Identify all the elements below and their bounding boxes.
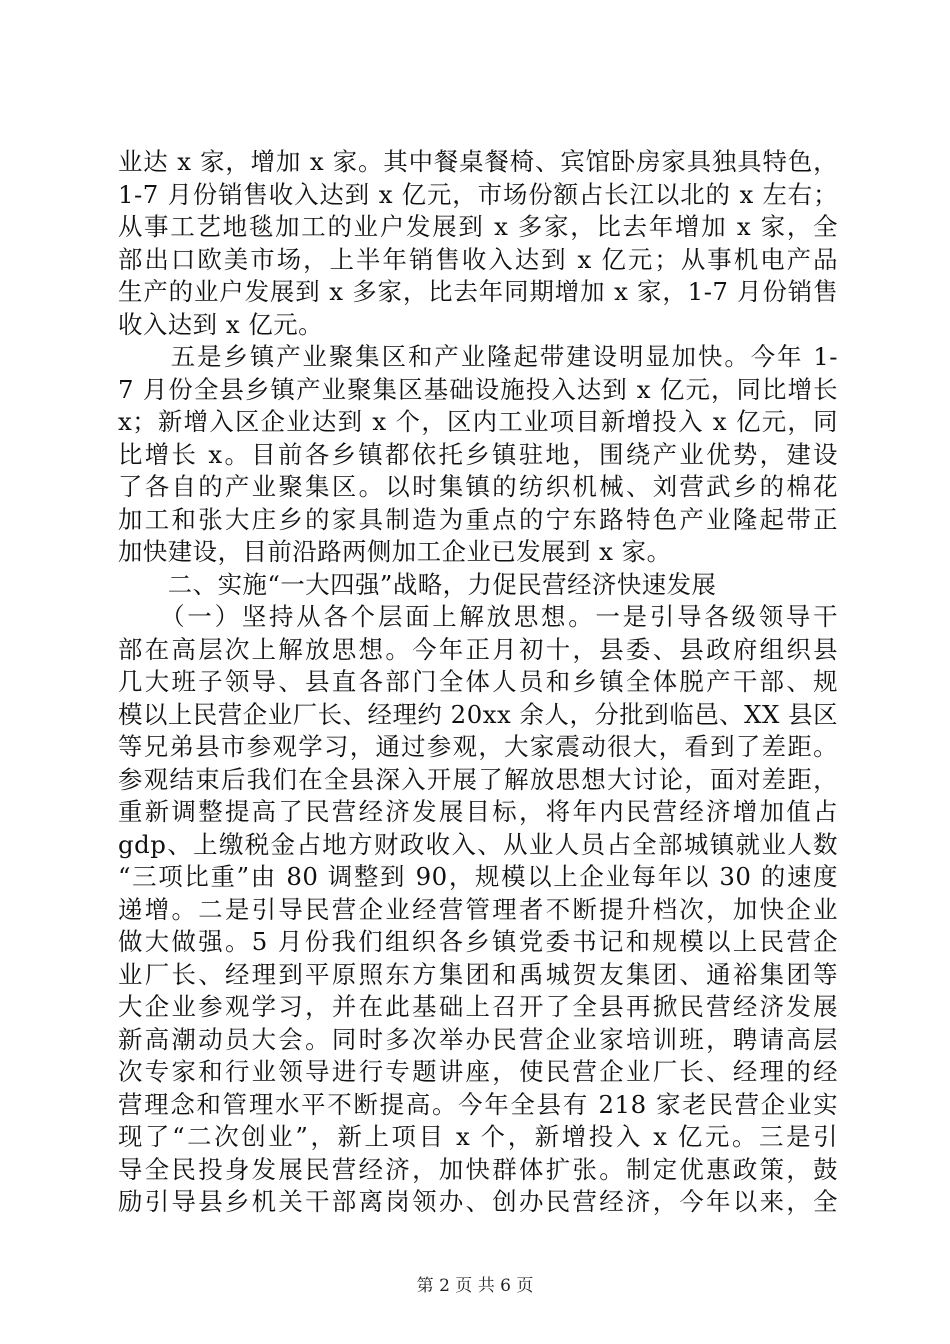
text-line: 参观结束后我们在全县深入开展了解放思想大讨论，面对差距， — [118, 764, 838, 794]
text-line: 做大做强。5 月份我们组织各乡镇党委书记和规模以上民营企 — [118, 927, 838, 956]
text-line: 比增长 x。目前各乡镇都依托乡镇驻地，围绕产业优势，建设 — [118, 439, 838, 469]
text-line: 从事工艺地毯加工的业户发展到 x 多家，比去年增加 x 家，全 — [118, 212, 838, 241]
text-line: 重新调整提高了民营经济发展目标，将年内民营经济增加值占 — [118, 797, 838, 826]
page-footer: 第 2 页 共 6 页 — [416, 1276, 534, 1296]
text-line: 励引导县乡机关干部离岗领办、创办民营经济，今年以来，全 — [118, 1187, 838, 1216]
text-line: 7 月份全县乡镇产业聚集区基础设施投入达到 x 亿元，同比增长 — [118, 374, 838, 404]
text-line: 加工和张大庄乡的家具制造为重点的宁东路特色产业隆起带正 — [118, 504, 838, 534]
text-line: 业达 x 家，增加 x 家。其中餐桌餐椅、宾馆卧房家具独具特色， — [118, 147, 838, 176]
text-line: 大企业参观学习，并在此基础上召开了全县再掀民营经济发展 — [118, 992, 838, 1021]
text-line: 1-7 月份销售收入达到 x 亿元，市场份额占长江以北的 x 左右； — [118, 179, 838, 209]
text-line: 递增。二是引导民营企业经营管理者不断提升档次，加快企业 — [118, 894, 838, 924]
text-line: 营理念和管理水平不断提高。今年全县有 218 家老民营企业实 — [118, 1089, 838, 1119]
document-body — [118, 146, 838, 1219]
text-line: 了各自的产业聚集区。以时集镇的纺织机械、刘营武乡的棉花 — [118, 472, 838, 501]
text-line: 五是乡镇产业聚集区和产业隆起带建设明显加快。今年 1- — [118, 342, 838, 371]
text-line: 收入达到 x 亿元。 — [118, 309, 323, 339]
text-line: 加快建设，目前沿路两侧加工企业已发展到 x 家。 — [118, 537, 672, 566]
text-line: “三项比重”由 80 调整到 90，规模以上企业每年以 30 的速度 — [118, 862, 838, 891]
text-line: 等兄弟县市参观学习，通过参观，大家震动很大，看到了差距。 — [118, 732, 838, 761]
text-line: 次专家和行业领导进行专题讲座，使民营企业厂长、经理的经 — [118, 1057, 838, 1086]
text-line: x；新增入区企业达到 x 个，区内工业项目新增投入 x 亿元，同 — [118, 407, 838, 436]
text-line: 部在高层次上解放思想。今年正月初十，县委、县政府组织县 — [118, 634, 838, 664]
text-line: 现了“二次创业”，新上项目 x 个，新增投入 x 亿元。三是引 — [118, 1122, 838, 1151]
text-line: 新高潮动员大会。同时多次举办民营企业家培训班，聘请高层 — [118, 1024, 838, 1054]
text-line: 业厂长、经理到平原照东方集团和禹城贺友集团、通裕集团等 — [118, 959, 838, 989]
text-line: 生产的业户发展到 x 多家，比去年同期增加 x 家，1-7 月份销售 — [118, 277, 838, 306]
text-line: 部出口欧美市场，上半年销售收入达到 x 亿元；从事机电产品 — [118, 244, 838, 274]
text-line: 导全民投身发展民营经济，加快群体扩张。制定优惠政策，鼓 — [118, 1154, 838, 1184]
text-line: 模以上民营企业厂长、经理约 20xx 余人，分批到临邑、XX 县区 — [118, 699, 838, 729]
text-line: （一）坚持从各个层面上解放思想。一是引导各级领导干 — [118, 602, 838, 631]
text-line: gdp、上缴税金占地方财政收入、从业人员占全部城镇就业人数 — [118, 829, 838, 859]
text-line: 几大班子领导、县直各部门全体人员和乡镇全体脱产干部、规 — [118, 667, 838, 696]
text-line: 二、实施“一大四强”战略，力促民营经济快速发展 — [118, 569, 717, 599]
